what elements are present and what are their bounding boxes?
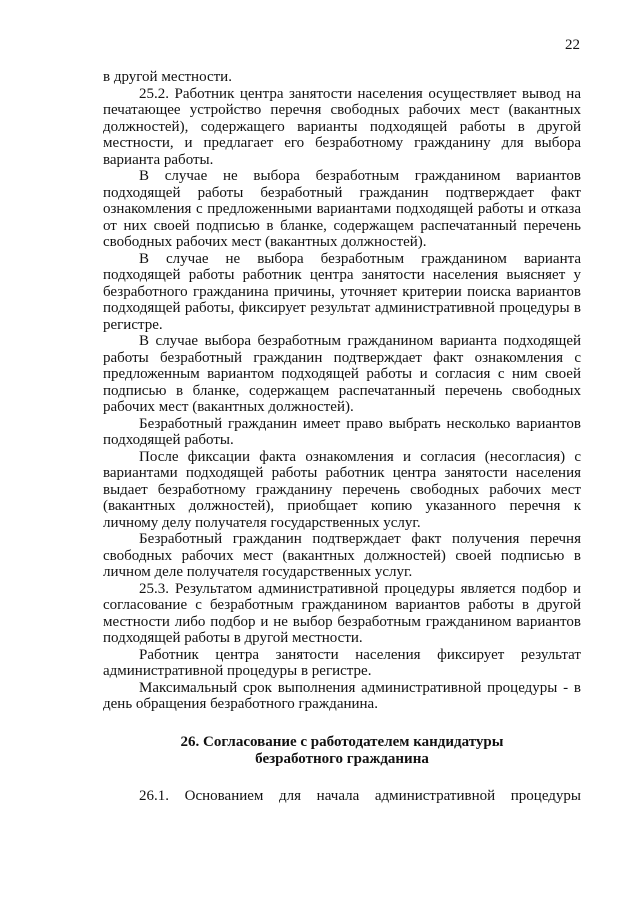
page-number: 22 — [565, 37, 580, 53]
paragraph-25-3: 25.3. Результатом административной процедуры является подбор и согласование с безработным гражданином вариантов работы в другой местности либо подбор и не выбор безработным гражданином вариантов подходящей работы в другой местности. — [103, 580, 581, 646]
paragraph-multiple-variants: Безработный гражданин имеет право выбрать несколько вариантов подходящей работы. — [103, 415, 581, 448]
paragraph-after-fixation: После фиксации факта ознакомления и согласия (несогласия) с вариантами подходящей работы работник центра занятости населения выдает безработному гражданину перечень свободных рабочих мест (вакантных должностей), приобщает копию указанного перечня к личному делу получателя государственных услуг. — [103, 448, 581, 531]
paragraph-choice-variant: В случае выбора безработным гражданином варианта подходящей работы безработный гражданин подтверждает факт ознакомления с предложенным вариантом подходящей работы и согласия с ним своей подписью в бланке, содержащем распечатанный перечень свободных рабочих мест (вакантных должностей). — [103, 333, 581, 415]
paragraph-25-2: 25.2. Работник центра занятости населения осуществляет вывод на печатающее устройство перечня свободных рабочих мест (вакантных должностей), содержащего варианты подходящей работы в другой местности, и предлагает его безработному гражданину для выбора варианта работы. — [103, 85, 581, 168]
paragraph-continuation: в другой местности. — [103, 69, 232, 85]
paragraph-max-duration: Максимальный срок выполнения административной процедуры - в день обращения безработного гражданина. — [103, 679, 581, 712]
section-heading-line-2: безработного гражданина — [255, 750, 429, 767]
paragraph-no-choice-variants: В случае не выбора безработным гражданином вариантов подходящей работы безработный гражданин подтверждает факт ознакомления с предложенными вариантами подходящей работы и отказа от них своей подписью в бланке, содержащем распечатанный перечень свободных рабочих мест (вакантных должностей). — [103, 168, 581, 250]
document-body — [103, 69, 581, 804]
paragraph-result-registry: Работник центра занятости населения фиксирует результат административной процедуры в регистре. — [103, 646, 581, 679]
section-heading-line-1: 26. Согласование с работодателем кандидатуры — [180, 733, 504, 750]
section-heading — [103, 734, 581, 768]
paragraph-receipt-confirmation: Безработный гражданин подтверждает факт получения перечня свободных рабочих мест (вакантных должностей) своей подписью в личном деле получателя государственных услуг. — [103, 531, 581, 580]
paragraph-26-1: 26.1. Основанием для начала административной процедуры — [139, 787, 581, 804]
paragraph-no-choice-variant: В случае не выбора безработным гражданином варианта подходящей работы работник центра занятости населения выясняет у безработного гражданина причины, уточняет критерии поиска вариантов подходящей работы, фиксирует результат административной процедуры в регистре. — [103, 250, 581, 333]
